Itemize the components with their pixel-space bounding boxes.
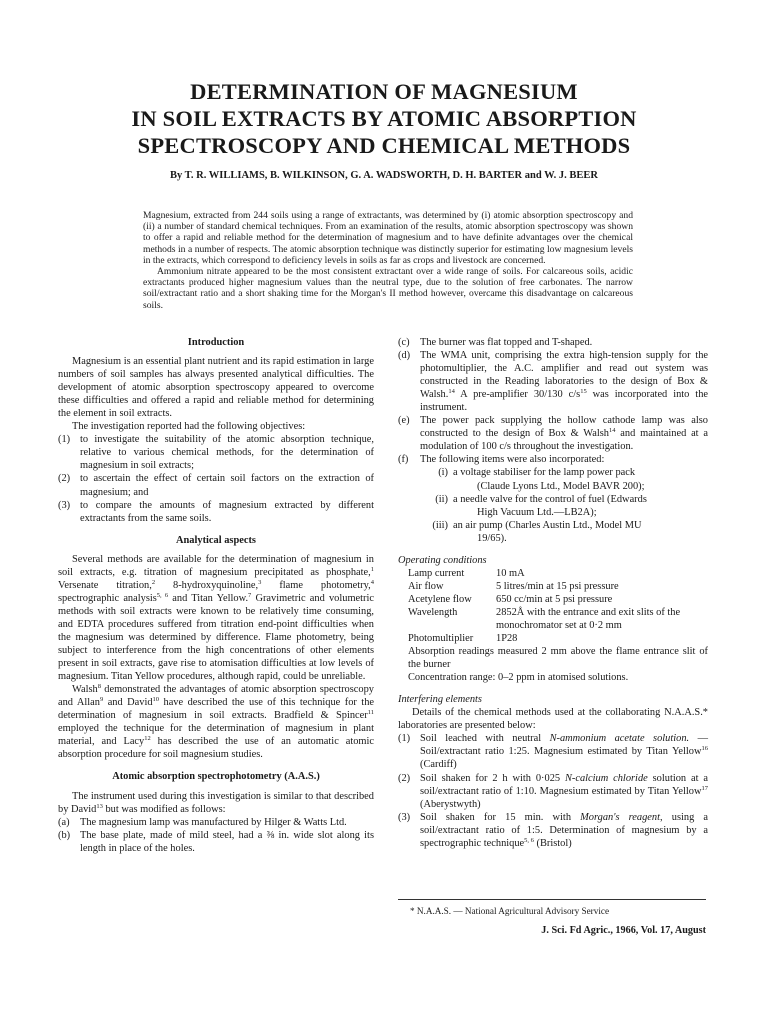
section-heading-aas: Atomic absorption spectrophotometry (A.A.S.): [112, 771, 320, 783]
condition-value: 1P28: [496, 633, 518, 645]
method-text: Soil shaken for 2 h with 0·025 N-calcium chloride solution at a soil/extractant ratio of 1:10. Magnesium estimated by Titan Yellow$^{17}$ (Aberystwyth): [420, 772, 708, 810]
item-text: The burner was flat topped and T-shaped.: [420, 337, 593, 348]
body-paragraph: Magnesium is an essential plant nutrient and its rapid estimation in large numbers of soil samples has always presented analytical difficulties. The development of atomic absorption spectroscopy appeared to overcome these difficulties and offered a rapid and reliable method for determining the element in soil extracts.: [58, 356, 374, 420]
sub-item-label: (iii): [432, 519, 448, 531]
item-text: The magnesium lamp was manufactured by Hilger & Watts Ltd.: [80, 816, 347, 828]
condition-value: 650 cc/min at 5 psi pressure: [496, 593, 613, 605]
subsection-heading-interfering-elements: Interfering elements: [398, 694, 482, 706]
body-paragraph: Absorption readings measured 2 mm above the flame entrance slit of the burner: [408, 646, 708, 671]
sub-item: [398, 493, 708, 519]
table-row: [408, 593, 708, 606]
section-heading-analytical-aspects: Analytical aspects: [176, 534, 256, 546]
sub-item-text: a voltage stabiliser for the lamp power pack (Claude Lyons Ltd., Model BAVR 200);: [453, 467, 645, 492]
item-label: (f): [398, 454, 409, 466]
table-row: [408, 606, 708, 632]
sub-item: [398, 466, 708, 492]
body-paragraph: Details of the chemical methods used at the collaborating N.A.A.S.* laboratories are presented below:: [398, 707, 708, 732]
objective-text: to compare the amounts of magnesium extracted by different extractants from the same soils.: [80, 499, 374, 524]
left-column: [58, 336, 374, 855]
modification-item: [58, 816, 374, 829]
abstract-paragraph: Ammonium nitrate appeared to be the most consistent extractant over a wide range of soils. For calcareous soils, acidic extractants produced higher magnesium values than the neutral type, due to the solution of free carbonates. The narrow soil/extractant ratio and a short shaking time for the Morgan's II method however, overcame this disadvantage on calcareous soils.: [143, 266, 633, 311]
sub-item: [398, 519, 708, 545]
item-label: (e): [398, 415, 410, 427]
subsection-heading-operating-conditions: Operating conditions: [398, 554, 487, 566]
condition-key: Air flow: [408, 580, 444, 592]
body-paragraph: Concentration range: 0–2 ppm in atomised solutions.: [408, 672, 629, 684]
body-paragraph: Several methods are available for the determination of magnesium in soil extracts, e.g. titration of magnesium precipitated as phosphate,$^1$ Versenate titration,$^2$ 8-hydroxyquinoline,$^3$ flame photometry,$^4$ spectrographic analysis$^{5, 6}$ and Titan Yellow.$^7$ Gravimetric and volumetric methods with soil extracts were known to be relatively time consuming, and EDTA procedures suffered from titration end-point difficulties when the magnesium was determined by difference. Flame photometry, being subject to interference from the high concentrations of other elements present in soil extracts, gave rise to atomisation difficulties at low levels of magnesium. Titan Yellow procedures, although rapid, could be unreliable.: [58, 553, 375, 683]
author-list: By T. R. WILLIAMS, B. WILKINSON, G. A. WADSWORTH, D. H. BARTER and W. J. BEER: [169, 170, 599, 181]
sub-item-text: a needle valve for the control of fuel (Edwards High Vacuum Ltd.—LB2A);: [453, 493, 647, 518]
item-text: The WMA unit, comprising the extra high-tension supply for the photomultiplier, the A.C. amplifier and read out system was constructed in the Reading laboratories to the design of Box & Walsh.$^{14}$ A pre-amplifier 30/130 $c/s^{15}$ was incorporated into the instrument.: [420, 350, 709, 414]
abstract: [143, 210, 633, 311]
method-item: [398, 811, 708, 850]
condition-key: Photomultiplier: [408, 633, 474, 645]
condition-key: Wavelength: [408, 606, 458, 618]
objective-item: [58, 433, 374, 472]
abstract-paragraph: Magnesium, extracted from 244 soils using a range of extractants, was determined by (i) atomic absorption spectroscopy and (ii) a number of standard chemical techniques. From an examination of the results, atomic absorption spectroscopy was shown to offer a rapid and reliable method for the determination of magnesium and to have definite advantages over the chemical methods in a number of respects. The atomic absorption technique was distinctly superior for estimating low magnesium levels in the extracts, which correspond to deficiency levels in soils as far as crops and livestock are concerned.: [143, 210, 633, 266]
body-paragraph: Walsh$^8$ demonstrated the advantages of atomic absorption spectroscopy and Allan$^9$ and David$^{10}$ have described the use of this technique for the determination of magnesium in soil extracts. Bradfield & Spincer$^{11}$ employed the technique for the determination of magnesium in plant material, and Lacy$^{12}$ has described the use of an automatic atomic absorption procedure for soil magnesium studies.: [58, 683, 374, 761]
item-label: (b): [58, 829, 71, 841]
item-text: The base plate, made of mild steel, had a ⅜ in. wide slot along its length in place of the holes.: [80, 829, 374, 854]
body-paragraph: The instrument used during this investigation is similar to that described by David$^{13}$ but was modified as follows:: [58, 790, 374, 815]
right-column: [398, 336, 708, 850]
modification-item: [58, 829, 374, 855]
title-line: DETERMINATION OF MAGNESIUM: [190, 79, 578, 104]
method-item: [398, 732, 708, 771]
method-label: (3): [398, 811, 411, 823]
operating-conditions-table: [408, 567, 708, 645]
objective-label: (3): [58, 499, 71, 511]
objective-text: to ascertain the effect of certain soil factors on the extraction of magnesium; and: [80, 473, 374, 498]
footnote: * N.A.A.S. — National Agricultural Advisory Service: [410, 906, 610, 916]
condition-value: 10 mA: [496, 567, 525, 579]
title-line: SPECTROSCOPY AND CHEMICAL METHODS: [137, 133, 631, 158]
modification-item: [398, 349, 708, 414]
item-label: (c): [398, 337, 410, 348]
objective-label: (1): [58, 434, 71, 446]
item-text: The power pack supplying the hollow cathode lamp was also constructed to the design of Box & Walsh$^{14}$ and maintained at a modulation of 100 c/s throughout the investigation.: [420, 415, 708, 453]
method-label: (2): [398, 772, 411, 784]
method-text: Soil leached with neutral N-ammonium acetate solution. —Soil/extractant ratio 1:25. Magnesium estimated by Titan Yellow$^{16}$ (Cardiff): [420, 733, 708, 771]
condition-value: 2852Å with the entrance and exit slits of the monochromator set at 0·2 mm: [496, 606, 681, 631]
section-heading-introduction: Introduction: [187, 337, 245, 348]
item-label: (d): [398, 350, 411, 362]
condition-key: Acetylene flow: [408, 593, 472, 605]
method-item: [398, 772, 708, 811]
objective-item: [58, 472, 374, 498]
objective-text: to investigate the suitability of the atomic absorption technique, relative to various chemical methods, for the determination of magnesium in soil extracts;: [80, 434, 374, 472]
paper-title: [60, 78, 708, 159]
method-text: Soil shaken for 15 min. with Morgan's reagent, using a soil/extractant ratio of 1:5. Determination of magnesium by a spectrographic technique$^{5, 6}$ (Bristol): [420, 811, 709, 849]
modification-item: [398, 336, 708, 349]
item-label: (a): [58, 816, 70, 828]
footnote-divider: [398, 899, 706, 900]
modification-item: [398, 414, 708, 453]
table-row: [408, 580, 708, 593]
method-label: (1): [398, 733, 411, 745]
journal-reference: J. Sci. Fd Agric., 1966, Vol. 17, August: [541, 925, 706, 936]
objective-label: (2): [58, 473, 71, 485]
modification-item: [398, 453, 708, 466]
condition-value: 5 litres/min at 15 psi pressure: [496, 580, 619, 592]
sub-item-label: (i): [438, 467, 448, 479]
body-paragraph: The investigation reported had the following objectives:: [72, 421, 306, 433]
condition-key: Lamp current: [408, 567, 465, 579]
title-line: IN SOIL EXTRACTS BY ATOMIC ABSORPTION: [131, 106, 637, 131]
table-row: [408, 632, 708, 645]
sub-item-label: (ii): [435, 493, 448, 505]
table-row: [408, 567, 708, 580]
item-text: The following items were also incorporated:: [420, 454, 605, 466]
objective-item: [58, 499, 374, 525]
sub-item-text: an air pump (Charles Austin Ltd., Model MU 19/65).: [453, 519, 642, 544]
